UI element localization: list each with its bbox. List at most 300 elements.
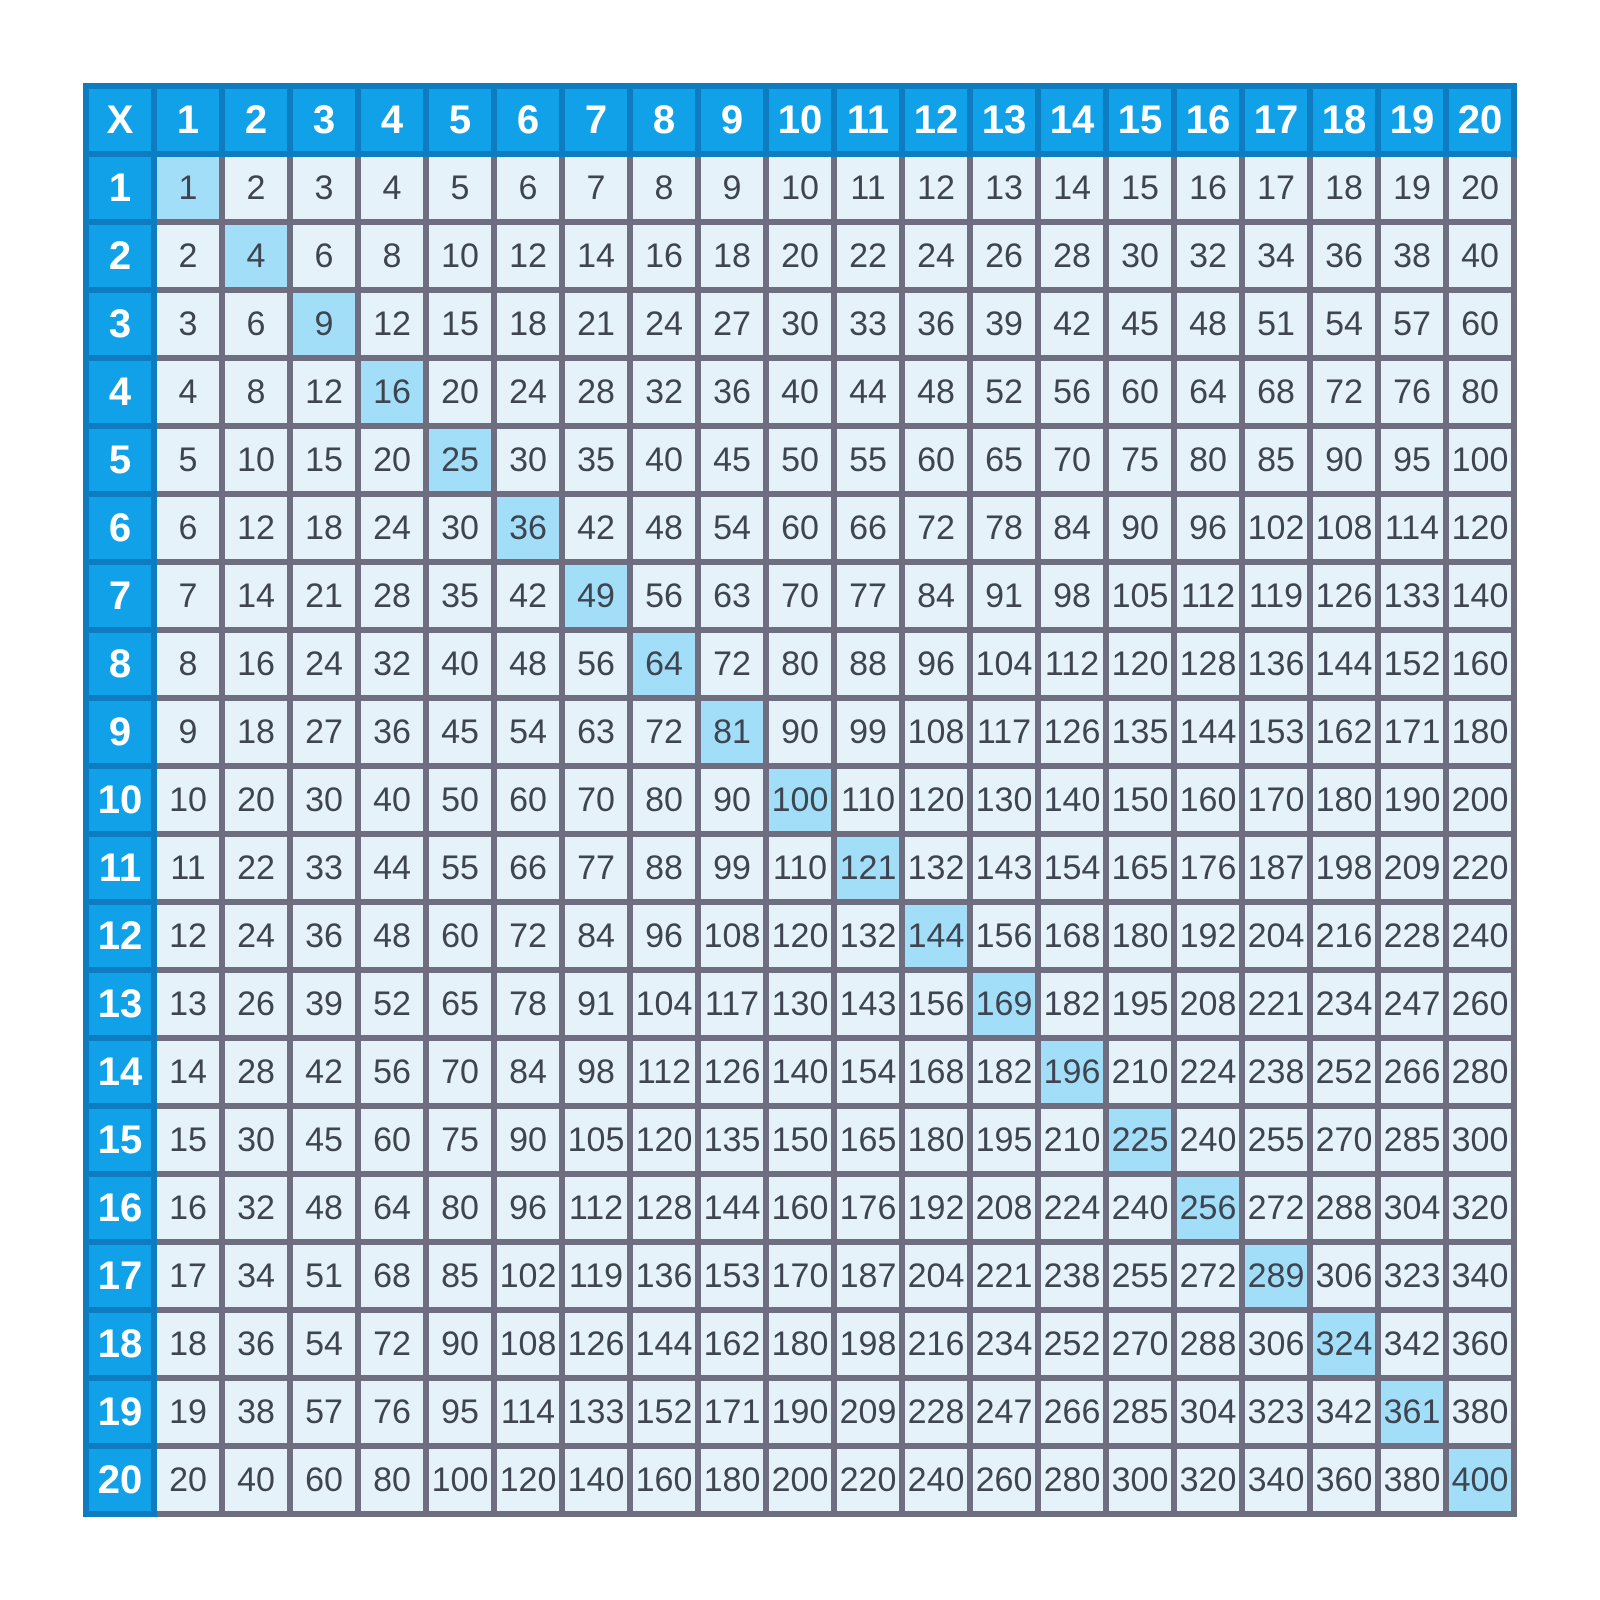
product-cell-9x9: 81 (698, 698, 766, 766)
product-cell-4x19: 76 (1378, 358, 1446, 426)
product-cell-13x16: 208 (1174, 970, 1242, 1038)
product-cell-20x18: 360 (1310, 1446, 1378, 1514)
product-cell-15x10: 150 (766, 1106, 834, 1174)
product-cell-9x4: 36 (358, 698, 426, 766)
product-cell-10x1: 10 (154, 766, 222, 834)
product-cell-8x1: 8 (154, 630, 222, 698)
product-cell-10x9: 90 (698, 766, 766, 834)
product-cell-7x2: 14 (222, 562, 290, 630)
product-cell-10x2: 20 (222, 766, 290, 834)
product-cell-3x20: 60 (1446, 290, 1514, 358)
product-cell-11x11: 121 (834, 834, 902, 902)
product-cell-8x17: 136 (1242, 630, 1310, 698)
product-cell-8x7: 56 (562, 630, 630, 698)
row-header-2: 2 (86, 222, 154, 290)
product-cell-17x13: 221 (970, 1242, 1038, 1310)
product-cell-1x7: 7 (562, 154, 630, 222)
product-cell-6x16: 96 (1174, 494, 1242, 562)
product-cell-5x10: 50 (766, 426, 834, 494)
product-cell-17x4: 68 (358, 1242, 426, 1310)
product-cell-17x18: 306 (1310, 1242, 1378, 1310)
product-cell-19x10: 190 (766, 1378, 834, 1446)
product-cell-15x2: 30 (222, 1106, 290, 1174)
product-cell-13x10: 130 (766, 970, 834, 1038)
product-cell-16x13: 208 (970, 1174, 1038, 1242)
row-header-7: 7 (86, 562, 154, 630)
product-cell-4x4: 16 (358, 358, 426, 426)
product-cell-1x11: 11 (834, 154, 902, 222)
product-cell-6x1: 6 (154, 494, 222, 562)
row-header-3: 3 (86, 290, 154, 358)
product-cell-12x2: 24 (222, 902, 290, 970)
product-cell-17x11: 187 (834, 1242, 902, 1310)
product-cell-8x13: 104 (970, 630, 1038, 698)
product-cell-12x12: 144 (902, 902, 970, 970)
col-header-12: 12 (902, 86, 970, 154)
product-cell-3x18: 54 (1310, 290, 1378, 358)
product-cell-19x14: 266 (1038, 1378, 1106, 1446)
table-row-8 (86, 630, 1514, 698)
product-cell-3x7: 21 (562, 290, 630, 358)
product-cell-13x7: 91 (562, 970, 630, 1038)
product-cell-1x17: 17 (1242, 154, 1310, 222)
product-cell-4x5: 20 (426, 358, 494, 426)
row-header-20: 20 (86, 1446, 154, 1514)
product-cell-19x4: 76 (358, 1378, 426, 1446)
product-cell-8x4: 32 (358, 630, 426, 698)
product-cell-13x4: 52 (358, 970, 426, 1038)
product-cell-16x10: 160 (766, 1174, 834, 1242)
table-body (86, 86, 1514, 1514)
product-cell-6x12: 72 (902, 494, 970, 562)
product-cell-9x19: 171 (1378, 698, 1446, 766)
product-cell-11x19: 209 (1378, 834, 1446, 902)
product-cell-15x5: 75 (426, 1106, 494, 1174)
product-cell-14x6: 84 (494, 1038, 562, 1106)
product-cell-6x2: 12 (222, 494, 290, 562)
multiplication-table (83, 83, 1517, 1517)
product-cell-5x18: 90 (1310, 426, 1378, 494)
col-header-11: 11 (834, 86, 902, 154)
product-cell-8x12: 96 (902, 630, 970, 698)
product-cell-17x19: 323 (1378, 1242, 1446, 1310)
product-cell-10x3: 30 (290, 766, 358, 834)
product-cell-7x10: 70 (766, 562, 834, 630)
product-cell-5x14: 70 (1038, 426, 1106, 494)
row-header-9: 9 (86, 698, 154, 766)
product-cell-5x15: 75 (1106, 426, 1174, 494)
product-cell-18x19: 342 (1378, 1310, 1446, 1378)
product-cell-6x20: 120 (1446, 494, 1514, 562)
product-cell-8x16: 128 (1174, 630, 1242, 698)
product-cell-14x14: 196 (1038, 1038, 1106, 1106)
product-cell-12x9: 108 (698, 902, 766, 970)
product-cell-5x7: 35 (562, 426, 630, 494)
product-cell-19x8: 152 (630, 1378, 698, 1446)
product-cell-12x19: 228 (1378, 902, 1446, 970)
product-cell-4x10: 40 (766, 358, 834, 426)
table-row-5 (86, 426, 1514, 494)
product-cell-14x18: 252 (1310, 1038, 1378, 1106)
corner-cell: X (86, 86, 154, 154)
product-cell-10x13: 130 (970, 766, 1038, 834)
product-cell-14x16: 224 (1174, 1038, 1242, 1106)
product-cell-3x8: 24 (630, 290, 698, 358)
product-cell-15x12: 180 (902, 1106, 970, 1174)
product-cell-6x17: 102 (1242, 494, 1310, 562)
product-cell-4x16: 64 (1174, 358, 1242, 426)
product-cell-4x12: 48 (902, 358, 970, 426)
product-cell-19x2: 38 (222, 1378, 290, 1446)
product-cell-20x8: 160 (630, 1446, 698, 1514)
table-row-17 (86, 1242, 1514, 1310)
product-cell-20x4: 80 (358, 1446, 426, 1514)
product-cell-8x18: 144 (1310, 630, 1378, 698)
product-cell-11x5: 55 (426, 834, 494, 902)
product-cell-3x1: 3 (154, 290, 222, 358)
product-cell-9x7: 63 (562, 698, 630, 766)
product-cell-5x5: 25 (426, 426, 494, 494)
product-cell-10x20: 200 (1446, 766, 1514, 834)
product-cell-1x5: 5 (426, 154, 494, 222)
table-row-12 (86, 902, 1514, 970)
product-cell-14x13: 182 (970, 1038, 1038, 1106)
product-cell-18x17: 306 (1242, 1310, 1310, 1378)
row-header-10: 10 (86, 766, 154, 834)
product-cell-16x3: 48 (290, 1174, 358, 1242)
product-cell-12x17: 204 (1242, 902, 1310, 970)
product-cell-1x10: 10 (766, 154, 834, 222)
product-cell-14x5: 70 (426, 1038, 494, 1106)
product-cell-11x6: 66 (494, 834, 562, 902)
product-cell-3x15: 45 (1106, 290, 1174, 358)
product-cell-11x4: 44 (358, 834, 426, 902)
product-cell-14x9: 126 (698, 1038, 766, 1106)
product-cell-20x1: 20 (154, 1446, 222, 1514)
product-cell-13x9: 117 (698, 970, 766, 1038)
product-cell-9x1: 9 (154, 698, 222, 766)
product-cell-15x9: 135 (698, 1106, 766, 1174)
product-cell-17x3: 51 (290, 1242, 358, 1310)
header-row (86, 86, 1514, 154)
product-cell-4x13: 52 (970, 358, 1038, 426)
product-cell-13x3: 39 (290, 970, 358, 1038)
product-cell-4x14: 56 (1038, 358, 1106, 426)
product-cell-14x4: 56 (358, 1038, 426, 1106)
product-cell-11x9: 99 (698, 834, 766, 902)
product-cell-5x8: 40 (630, 426, 698, 494)
product-cell-20x12: 240 (902, 1446, 970, 1514)
product-cell-16x18: 288 (1310, 1174, 1378, 1242)
product-cell-8x15: 120 (1106, 630, 1174, 698)
product-cell-14x3: 42 (290, 1038, 358, 1106)
product-cell-15x20: 300 (1446, 1106, 1514, 1174)
product-cell-17x9: 153 (698, 1242, 766, 1310)
product-cell-5x12: 60 (902, 426, 970, 494)
product-cell-7x14: 98 (1038, 562, 1106, 630)
product-cell-17x15: 255 (1106, 1242, 1174, 1310)
product-cell-4x8: 32 (630, 358, 698, 426)
col-header-13: 13 (970, 86, 1038, 154)
product-cell-14x8: 112 (630, 1038, 698, 1106)
product-cell-10x16: 160 (1174, 766, 1242, 834)
col-header-6: 6 (494, 86, 562, 154)
product-cell-18x3: 54 (290, 1310, 358, 1378)
product-cell-11x20: 220 (1446, 834, 1514, 902)
product-cell-15x13: 195 (970, 1106, 1038, 1174)
product-cell-7x11: 77 (834, 562, 902, 630)
product-cell-12x3: 36 (290, 902, 358, 970)
product-cell-15x1: 15 (154, 1106, 222, 1174)
product-cell-18x11: 198 (834, 1310, 902, 1378)
product-cell-5x6: 30 (494, 426, 562, 494)
col-header-8: 8 (630, 86, 698, 154)
product-cell-14x7: 98 (562, 1038, 630, 1106)
product-cell-12x18: 216 (1310, 902, 1378, 970)
product-cell-14x19: 266 (1378, 1038, 1446, 1106)
product-cell-2x9: 18 (698, 222, 766, 290)
product-cell-17x2: 34 (222, 1242, 290, 1310)
product-cell-19x5: 95 (426, 1378, 494, 1446)
product-cell-11x15: 165 (1106, 834, 1174, 902)
product-cell-20x7: 140 (562, 1446, 630, 1514)
product-cell-18x5: 90 (426, 1310, 494, 1378)
product-cell-11x12: 132 (902, 834, 970, 902)
product-cell-19x7: 133 (562, 1378, 630, 1446)
product-cell-2x17: 34 (1242, 222, 1310, 290)
product-cell-19x3: 57 (290, 1378, 358, 1446)
product-cell-11x14: 154 (1038, 834, 1106, 902)
row-header-13: 13 (86, 970, 154, 1038)
table-row-14 (86, 1038, 1514, 1106)
product-cell-11x3: 33 (290, 834, 358, 902)
product-cell-2x20: 40 (1446, 222, 1514, 290)
product-cell-3x13: 39 (970, 290, 1038, 358)
product-cell-2x8: 16 (630, 222, 698, 290)
product-cell-3x5: 15 (426, 290, 494, 358)
product-cell-7x1: 7 (154, 562, 222, 630)
product-cell-9x17: 153 (1242, 698, 1310, 766)
product-cell-8x14: 112 (1038, 630, 1106, 698)
product-cell-4x2: 8 (222, 358, 290, 426)
product-cell-2x14: 28 (1038, 222, 1106, 290)
product-cell-6x7: 42 (562, 494, 630, 562)
product-cell-12x15: 180 (1106, 902, 1174, 970)
product-cell-3x2: 6 (222, 290, 290, 358)
product-cell-16x4: 64 (358, 1174, 426, 1242)
product-cell-3x16: 48 (1174, 290, 1242, 358)
product-cell-7x13: 91 (970, 562, 1038, 630)
product-cell-20x10: 200 (766, 1446, 834, 1514)
row-header-19: 19 (86, 1378, 154, 1446)
product-cell-18x12: 216 (902, 1310, 970, 1378)
product-cell-2x16: 32 (1174, 222, 1242, 290)
product-cell-14x2: 28 (222, 1038, 290, 1106)
product-cell-3x11: 33 (834, 290, 902, 358)
product-cell-19x13: 247 (970, 1378, 1038, 1446)
product-cell-10x12: 120 (902, 766, 970, 834)
product-cell-4x17: 68 (1242, 358, 1310, 426)
product-cell-5x4: 20 (358, 426, 426, 494)
product-cell-6x15: 90 (1106, 494, 1174, 562)
product-cell-9x3: 27 (290, 698, 358, 766)
product-cell-17x17: 289 (1242, 1242, 1310, 1310)
product-cell-19x9: 171 (698, 1378, 766, 1446)
product-cell-3x6: 18 (494, 290, 562, 358)
product-cell-19x15: 285 (1106, 1378, 1174, 1446)
product-cell-3x19: 57 (1378, 290, 1446, 358)
product-cell-4x6: 24 (494, 358, 562, 426)
product-cell-10x15: 150 (1106, 766, 1174, 834)
product-cell-18x2: 36 (222, 1310, 290, 1378)
product-cell-18x9: 162 (698, 1310, 766, 1378)
product-cell-7x8: 56 (630, 562, 698, 630)
col-header-18: 18 (1310, 86, 1378, 154)
product-cell-2x11: 22 (834, 222, 902, 290)
table-row-7 (86, 562, 1514, 630)
product-cell-13x12: 156 (902, 970, 970, 1038)
table-row-20 (86, 1446, 1514, 1514)
product-cell-10x8: 80 (630, 766, 698, 834)
product-cell-16x14: 224 (1038, 1174, 1106, 1242)
product-cell-1x12: 12 (902, 154, 970, 222)
product-cell-15x19: 285 (1378, 1106, 1446, 1174)
product-cell-20x6: 120 (494, 1446, 562, 1514)
product-cell-6x5: 30 (426, 494, 494, 562)
product-cell-10x17: 170 (1242, 766, 1310, 834)
product-cell-16x9: 144 (698, 1174, 766, 1242)
product-cell-19x20: 380 (1446, 1378, 1514, 1446)
product-cell-3x9: 27 (698, 290, 766, 358)
product-cell-19x6: 114 (494, 1378, 562, 1446)
row-header-11: 11 (86, 834, 154, 902)
product-cell-13x5: 65 (426, 970, 494, 1038)
product-cell-13x14: 182 (1038, 970, 1106, 1038)
product-cell-7x20: 140 (1446, 562, 1514, 630)
row-header-6: 6 (86, 494, 154, 562)
product-cell-7x9: 63 (698, 562, 766, 630)
product-cell-4x1: 4 (154, 358, 222, 426)
product-cell-8x20: 160 (1446, 630, 1514, 698)
table-row-11 (86, 834, 1514, 902)
product-cell-4x7: 28 (562, 358, 630, 426)
product-cell-3x14: 42 (1038, 290, 1106, 358)
product-cell-16x15: 240 (1106, 1174, 1174, 1242)
product-cell-18x20: 360 (1446, 1310, 1514, 1378)
product-cell-2x1: 2 (154, 222, 222, 290)
product-cell-12x1: 12 (154, 902, 222, 970)
table-row-15 (86, 1106, 1514, 1174)
product-cell-7x16: 112 (1174, 562, 1242, 630)
row-header-5: 5 (86, 426, 154, 494)
product-cell-10x10: 100 (766, 766, 834, 834)
product-cell-7x15: 105 (1106, 562, 1174, 630)
product-cell-6x13: 78 (970, 494, 1038, 562)
product-cell-14x11: 154 (834, 1038, 902, 1106)
product-cell-12x20: 240 (1446, 902, 1514, 970)
product-cell-1x18: 18 (1310, 154, 1378, 222)
product-cell-7x19: 133 (1378, 562, 1446, 630)
product-cell-20x5: 100 (426, 1446, 494, 1514)
product-cell-12x11: 132 (834, 902, 902, 970)
table-row-16 (86, 1174, 1514, 1242)
table-row-4 (86, 358, 1514, 426)
product-cell-11x17: 187 (1242, 834, 1310, 902)
row-header-16: 16 (86, 1174, 154, 1242)
product-cell-18x14: 252 (1038, 1310, 1106, 1378)
product-cell-16x17: 272 (1242, 1174, 1310, 1242)
product-cell-17x6: 102 (494, 1242, 562, 1310)
product-cell-17x5: 85 (426, 1242, 494, 1310)
product-cell-17x20: 340 (1446, 1242, 1514, 1310)
product-cell-20x17: 340 (1242, 1446, 1310, 1514)
product-cell-10x19: 190 (1378, 766, 1446, 834)
product-cell-10x18: 180 (1310, 766, 1378, 834)
product-cell-18x13: 234 (970, 1310, 1038, 1378)
col-header-20: 20 (1446, 86, 1514, 154)
product-cell-1x1: 1 (154, 154, 222, 222)
product-cell-9x11: 99 (834, 698, 902, 766)
product-cell-6x4: 24 (358, 494, 426, 562)
product-cell-13x19: 247 (1378, 970, 1446, 1038)
product-cell-16x12: 192 (902, 1174, 970, 1242)
product-cell-13x18: 234 (1310, 970, 1378, 1038)
product-cell-4x3: 12 (290, 358, 358, 426)
product-cell-1x16: 16 (1174, 154, 1242, 222)
row-header-4: 4 (86, 358, 154, 426)
row-header-18: 18 (86, 1310, 154, 1378)
product-cell-16x8: 128 (630, 1174, 698, 1242)
product-cell-16x20: 320 (1446, 1174, 1514, 1242)
product-cell-5x9: 45 (698, 426, 766, 494)
product-cell-8x6: 48 (494, 630, 562, 698)
product-cell-20x3: 60 (290, 1446, 358, 1514)
col-header-16: 16 (1174, 86, 1242, 154)
product-cell-2x3: 6 (290, 222, 358, 290)
product-cell-13x13: 169 (970, 970, 1038, 1038)
product-cell-12x14: 168 (1038, 902, 1106, 970)
product-cell-17x10: 170 (766, 1242, 834, 1310)
product-cell-15x17: 255 (1242, 1106, 1310, 1174)
product-cell-15x14: 210 (1038, 1106, 1106, 1174)
product-cell-14x20: 280 (1446, 1038, 1514, 1106)
product-cell-20x14: 280 (1038, 1446, 1106, 1514)
product-cell-19x18: 342 (1310, 1378, 1378, 1446)
product-cell-8x3: 24 (290, 630, 358, 698)
product-cell-20x19: 380 (1378, 1446, 1446, 1514)
product-cell-1x9: 9 (698, 154, 766, 222)
product-cell-11x18: 198 (1310, 834, 1378, 902)
product-cell-20x16: 320 (1174, 1446, 1242, 1514)
product-cell-7x6: 42 (494, 562, 562, 630)
product-cell-7x12: 84 (902, 562, 970, 630)
product-cell-2x13: 26 (970, 222, 1038, 290)
product-cell-7x7: 49 (562, 562, 630, 630)
product-cell-8x9: 72 (698, 630, 766, 698)
product-cell-1x8: 8 (630, 154, 698, 222)
product-cell-13x2: 26 (222, 970, 290, 1038)
product-cell-20x13: 260 (970, 1446, 1038, 1514)
product-cell-13x17: 221 (1242, 970, 1310, 1038)
product-cell-11x8: 88 (630, 834, 698, 902)
product-cell-2x6: 12 (494, 222, 562, 290)
product-cell-9x6: 54 (494, 698, 562, 766)
product-cell-6x18: 108 (1310, 494, 1378, 562)
product-cell-16x2: 32 (222, 1174, 290, 1242)
table-row-1 (86, 154, 1514, 222)
row-header-8: 8 (86, 630, 154, 698)
product-cell-1x13: 13 (970, 154, 1038, 222)
